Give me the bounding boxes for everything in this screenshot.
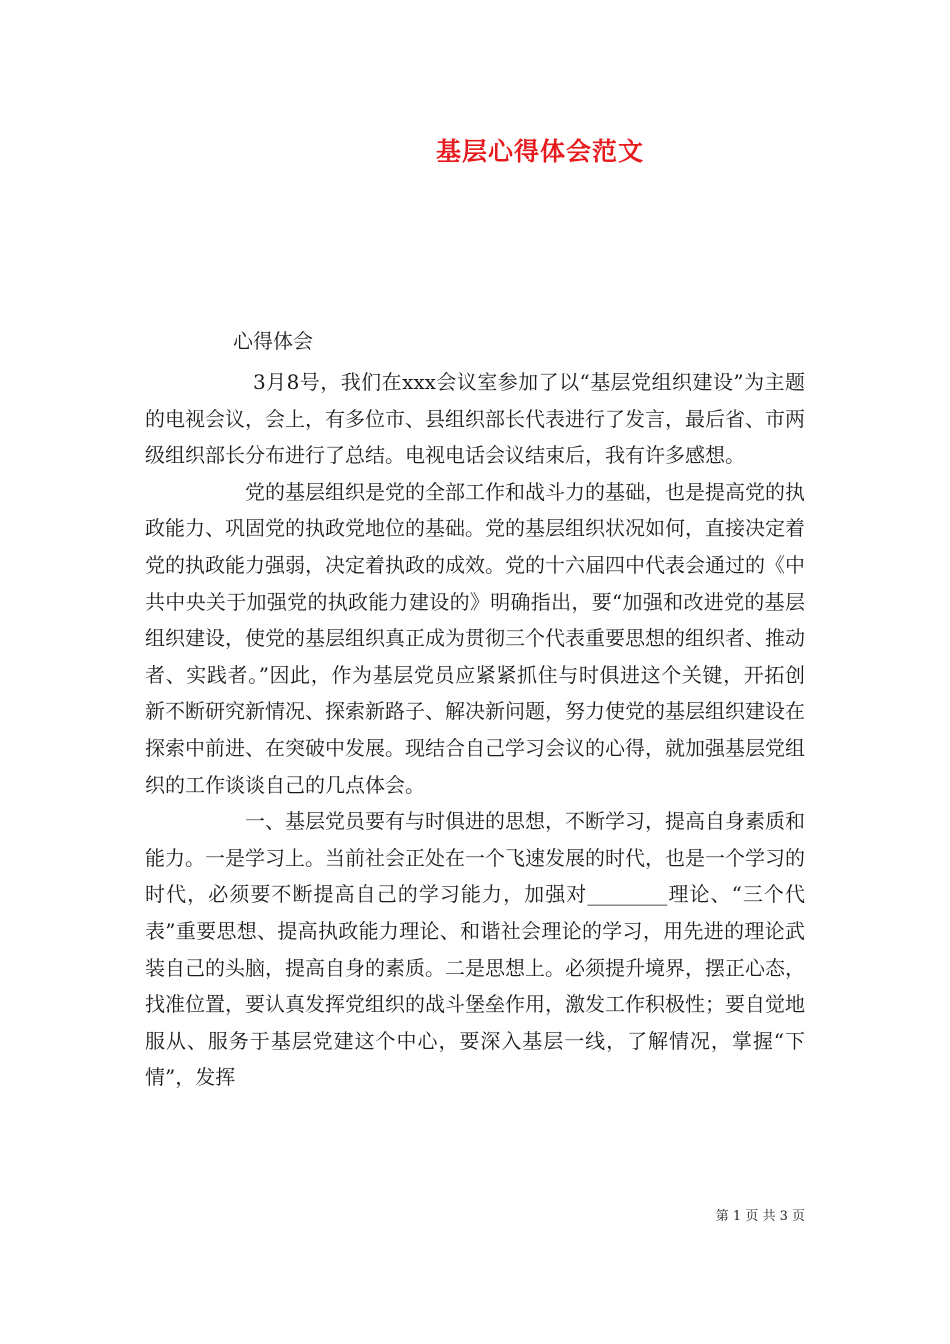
paragraph-meeting-intro: 3月8号，我们在xxx会议室参加了以“基层党组织建设”为主题的电视会议，会上，有多位市、县组织部长代表进行了发言，最后省、市两级组织部长分布进行了总结。电视电话会议结束后，我有许多感想。	[145, 370, 805, 468]
paragraph-point-one: 一、基层党员要有与时俱进的思想，不断学习，提高自身素质和能力。一是学习上。当前社会正处在一个飞速发展的时代，也是一个学习的时代，必须要不断提高自己的学习能力，加强对________理论、“三个代表”重要思想、提高执政能力理论、和谐社会理论的学习，用先进的理论武装自己的头脑，提高自身的素质。二是思想上。必须提升境界，摆正心态，找准位置，要认真发挥党组织的战斗堡垒作用，激发工作积极性；要自觉地服从、服务于基层党建这个中心，要深入基层一线，了解情况，掌握“下情”，发挥	[145, 809, 805, 1090]
document-title: 基层心得体会范文	[435, 137, 644, 166]
section-label: 心得体会	[233, 329, 313, 353]
document-body	[145, 364, 805, 1096]
page-number-footer: 第 1 页 共 3 页	[715, 1209, 805, 1224]
paragraph-party-foundation: 党的基层组织是党的全部工作和战斗力的基础，也是提高党的执政能力、巩固党的执政党地位的基础。党的基层组织状况如何，直接决定着党的执政能力强弱，决定着执政的成效。党的十六届四中代表会通过的《中共中央关于加强党的执政能力建设的》明确指出，要“加强和改进党的基层组织建设，使党的基层组织真正成为贯彻三个代表重要思想的组织者、推动者、实践者。”因此，作为基层党员应紧紧抓住与时俱进这个关键，开拓创新不断研究新情况、探索新路子、解决新问题，努力使党的基层组织建设在探索中前进、在突破中发展。现结合自己学习会议的心得，就加强基层党组织的工作谈谈自己的几点体会。	[145, 479, 805, 797]
